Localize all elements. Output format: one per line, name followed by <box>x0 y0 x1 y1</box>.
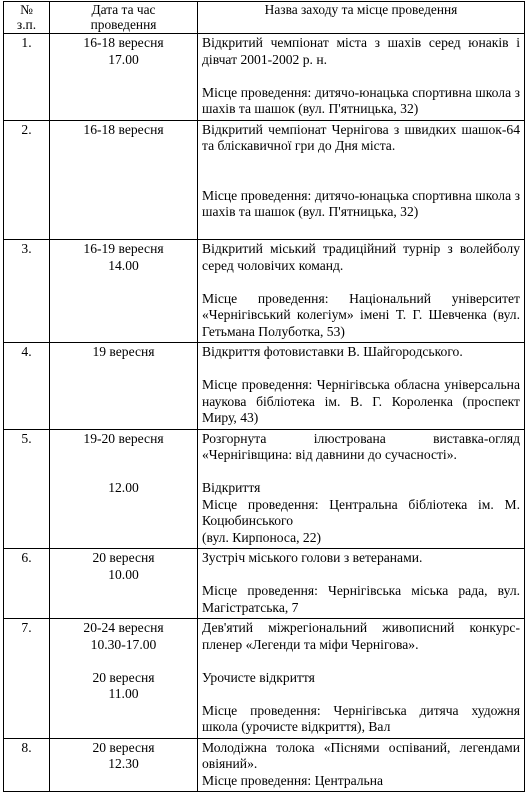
row-date-cell <box>50 549 198 619</box>
event-place: Місце проведення: Чернігівська обласна універсальна наукова бібліотека ім. В. Г. Короленка (проспект Миру, 43) <box>202 377 520 425</box>
events-table <box>3 1 525 792</box>
table-row <box>4 34 525 121</box>
row-date-cell <box>50 343 198 430</box>
row-time-opening: 11.00 <box>108 686 139 701</box>
event-place: Місце проведення: Чернігівська дитяча художня школа (урочисте відкриття), Вал <box>202 702 520 734</box>
row-number: 4. <box>4 343 50 430</box>
row-date: 20 вересня <box>92 739 155 755</box>
row-description-cell <box>198 429 525 549</box>
row-number: 5. <box>4 429 50 549</box>
row-description-cell <box>198 120 525 240</box>
event-title: Зустріч міського голови з ветеранами. <box>202 550 423 565</box>
row-time: 10.00 <box>108 566 139 582</box>
event-title: Відкритий чемпіонат Чернігова з швидких шашок-64 та бліскавичної гри до Дня міста. <box>202 121 520 153</box>
event-place: Місце проведення: дитячо-юнацька спортивна школа з шахів та шашок (вул. П'ятницька, 32) <box>202 187 520 219</box>
event-title: Розгорнута ілюстрована виставка-огляд «Чернігівщина: від давнини до сучасності». <box>202 430 520 462</box>
row-date: 16-18 вересня <box>83 35 164 50</box>
event-title: Відкритий чемпіонат міста з шахів серед юнаків і дівчат 2001-2002 р. н. <box>202 35 520 67</box>
row-number: 7. <box>4 619 50 739</box>
row-time: 12.30 <box>108 756 139 771</box>
header-date-line1: Дата та час <box>91 2 156 17</box>
row-time: 10.30-17.00 <box>90 636 157 652</box>
row-date-cell <box>50 240 198 343</box>
table-row <box>4 549 525 619</box>
row-number: 3. <box>4 240 50 343</box>
row-time: 14.00 <box>108 257 139 273</box>
table-row <box>4 343 525 430</box>
row-description-cell <box>198 619 525 739</box>
event-opening: Відкриття <box>202 480 261 495</box>
row-number: 1. <box>4 34 50 121</box>
row-date: 20-24 вересня <box>83 620 164 635</box>
row-date-cell <box>50 120 198 240</box>
event-place-address: (вул. Кирпоноса, 22) <box>202 529 322 545</box>
header-description <box>198 2 525 34</box>
table-row <box>4 429 525 549</box>
header-date-line2: проведення <box>90 16 157 32</box>
row-number: 2. <box>4 120 50 240</box>
row-description-cell <box>198 240 525 343</box>
row-date: 16-19 вересня <box>83 241 164 256</box>
row-description-cell <box>198 738 525 792</box>
event-title: Молодіжна толока «Піснями оспіваний, легендами овіяний». <box>202 739 520 771</box>
row-number: 8. <box>4 738 50 792</box>
row-date-cell <box>50 34 198 121</box>
row-description-cell <box>198 343 525 430</box>
header-number-line1: № <box>20 2 33 17</box>
event-place: Місце проведення: Центральна <box>202 772 384 788</box>
row-date-cell <box>50 429 198 549</box>
table-row <box>4 120 525 240</box>
event-title: Дев'ятий міжрегіональний живописний конкурс-пленер «Легенди та міфи Чернігова». <box>202 620 520 652</box>
header-number <box>4 2 50 34</box>
row-number: 6. <box>4 549 50 619</box>
table-row <box>4 240 525 343</box>
row-date-cell <box>50 619 198 739</box>
event-place: Місце проведення: дитячо-юнацька спортивна школа з шахів та шашок (вул. П'ятницька, 32) <box>202 84 520 116</box>
table-row <box>4 619 525 739</box>
row-time: 17.00 <box>108 51 139 67</box>
table-row <box>4 738 525 792</box>
header-description-text: Назва заходу та місце проведення <box>264 2 458 17</box>
table-header <box>4 2 525 34</box>
row-date: 19-20 вересня <box>83 430 164 446</box>
row-date: 19 вересня <box>92 344 155 359</box>
row-date-opening: 20 вересня <box>92 669 155 685</box>
row-date-cell <box>50 738 198 792</box>
event-title: Відкриття фотовиставки В. Шайгородського. <box>202 344 463 359</box>
header-number-line2: з.п. <box>16 16 37 32</box>
row-date: 20 вересня <box>92 550 155 565</box>
row-description-cell <box>198 549 525 619</box>
event-opening: Урочисте відкриття <box>202 669 315 685</box>
row-description-cell <box>198 34 525 121</box>
row-time: 12.00 <box>108 480 139 495</box>
event-place: Місце проведення: Центральна бібліотека ім. М. Коцюбинського <box>202 496 520 528</box>
event-place: Місце проведення: Національний університет «Чернігівський колегіум» імені Т. Г. Шевченка (вул. Гетьмана Полуботка, 53) <box>202 290 520 339</box>
header-date <box>50 2 198 34</box>
event-place: Місце проведення: Чернігівська міська рада, вул. Магістратська, 7 <box>202 583 520 615</box>
row-date: 16-18 вересня <box>83 121 164 137</box>
event-title: Відкритий міський традиційний турнір з волейболу серед чоловічих команд. <box>202 241 520 273</box>
